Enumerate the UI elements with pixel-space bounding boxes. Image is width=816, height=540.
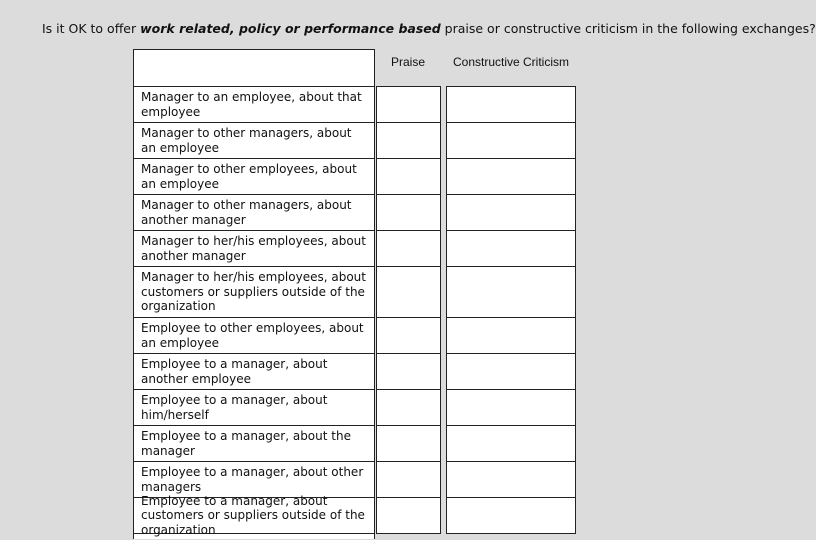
praise-cell[interactable] [376,497,441,534]
table-row-label [133,425,375,462]
table-row-label [133,317,375,354]
table-row-label [133,389,375,426]
praise-cell[interactable] [376,122,441,159]
row-label-text: Employee to a manager, about another employee [141,357,328,386]
constructive-criticism-cell[interactable] [446,122,576,159]
praise-cell[interactable] [376,389,441,426]
row-label-text: Employee to a manager, about customers or suppliers outside of the organization [141,493,365,537]
table-row-label [133,194,375,231]
table-row-label [133,230,375,267]
row-label-text: Manager to her/his employees, about another manager [141,234,366,263]
praise-cell[interactable] [376,194,441,231]
row-label-text: Employee to a manager, about the manager [141,429,351,458]
row-label-text: Employee to other employees, about an employee [141,321,364,350]
table-row-label [133,353,375,390]
row-label-text: Manager to other managers, about another manager [141,198,352,227]
constructive-criticism-cell[interactable] [446,194,576,231]
praise-cell[interactable] [376,158,441,195]
question-prefix: Is it OK to offer [42,21,141,36]
question-emphasis: work related, policy or performance based [140,21,441,36]
table-row-label [133,158,375,195]
constructive-criticism-cell[interactable] [446,497,576,534]
row-label-text: Manager to other employees, about an employee [141,162,357,191]
table-row-label [133,86,375,123]
praise-cell[interactable] [376,425,441,462]
row-label-text: Manager to an employee, about that employee [141,90,362,119]
constructive-criticism-cell[interactable] [446,389,576,426]
table-row-label [133,493,375,537]
constructive-criticism-cell[interactable] [446,461,576,498]
constructive-criticism-cell[interactable] [446,317,576,354]
constructive-criticism-cell[interactable] [446,266,576,318]
row-label-text: Manager to other managers, about an employee [141,126,352,155]
table-row-label [133,266,375,318]
constructive-criticism-cell[interactable] [446,230,576,267]
praise-cell[interactable] [376,317,441,354]
question-suffix: praise or constructive criticism in the following exchanges? [440,21,816,36]
table-row-label [133,122,375,159]
constructive-criticism-cell[interactable] [446,425,576,462]
praise-cell[interactable] [376,461,441,498]
row-label-text: Manager to her/his employees, about customers or suppliers outside of the organization [141,270,366,314]
column-header-praise: Praise [390,55,425,69]
table-row-label [133,461,375,498]
constructive-criticism-cell[interactable] [446,158,576,195]
praise-cell[interactable] [376,266,441,318]
praise-cell[interactable] [376,353,441,390]
praise-cell[interactable] [376,230,441,267]
row-label-text: Employee to a manager, about him/herself [141,393,328,422]
praise-cell[interactable] [376,86,441,123]
row-label-text: Employee to a manager, about other managers [141,465,364,494]
question-text [42,20,816,38]
constructive-criticism-cell[interactable] [446,353,576,390]
constructive-criticism-cell[interactable] [446,86,576,123]
column-header-constructive-criticism: Constructive Criticism [452,55,569,69]
